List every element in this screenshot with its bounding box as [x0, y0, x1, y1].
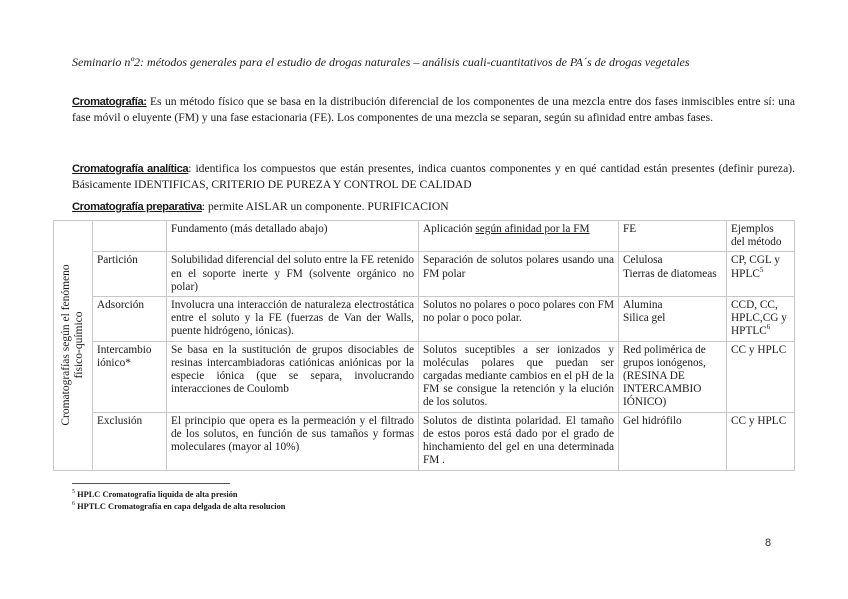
cell-aplicacion: Solutos suceptibles a ser ionizados y moléculas polares que puedan ser cargadas mediante cambios en el pH de la FM se consigue la retención y la elución de los solutos.: [419, 341, 619, 412]
term-cromatografia-preparativa: Cromatografía preparativa: [72, 201, 202, 213]
definition-cromatografia: Es un método físico que se basa en la distribución diferencial de los componentes de una mezcla entre dos fases inmiscibles entre sí: una fase móvil o eluyente (FM) y una fase estacionaria (FE). Los componentes de una mezcla se separan, según su afinidad entre ambas fases.: [72, 95, 795, 125]
definition-cromatografia-preparativa: : permite AISLAR un componente. PURIFICACION: [201, 200, 449, 213]
footnote-separator: [72, 483, 230, 484]
header-aplicacion: Aplicación según afinidad por la FM: [419, 221, 619, 252]
table-row: [54, 412, 795, 470]
table-row: [54, 297, 795, 342]
cell-fe: Red polimérica de grupos ionógenos, (RESINA DE INTERCAMBIO IÓNICO): [619, 341, 727, 412]
cell-fundamento: Se basa en la sustitución de grupos disociables de resinas intercambiadoras catiónicas aniónicas por la especie iónica (que se separa, involucrando interacciones de Coulomb: [167, 341, 419, 412]
page-number: 8: [765, 537, 772, 549]
definition-cromatografia-analitica: : identifica los compuestos que están presentes, indica cuantos componentes y en qué cantidad están presentes (definir pureza). Básicamente IDENTIFICAS, CRITERIO DE PUREZA Y CONTROL DE CALIDAD: [72, 162, 795, 192]
cell-tipo: Partición: [93, 252, 167, 297]
paragraph-cromatografia: [72, 94, 795, 126]
paragraph-cromatografia-analitica: [72, 161, 795, 193]
chromatography-table: [53, 220, 795, 471]
page-header: Seminario nº2: métodos generales para el estudio de drogas naturales – análisis cuali-cuantitativos de PA´s de drogas vegetales: [72, 55, 690, 69]
paragraph-cromatografia-preparativa: [72, 199, 795, 215]
cell-aplicacion: Solutos no polares o poco polares con FM no polar o poco polar.: [419, 297, 619, 342]
footnote-6: $^6$ HPTLC Cromatografía en capa delgada de alta resolucion: [72, 501, 286, 511]
cell-fe: Celulosa Tierras de diatomeas: [619, 252, 727, 297]
cell-aplicacion: Separación de solutos polares usando una FM polar: [419, 252, 619, 297]
term-cromatografia: Cromatografía:: [72, 96, 147, 108]
table-header-row: [54, 221, 795, 252]
cell-aplicacion: Solutos de distinta polaridad. El tamaño de estos poros está dado por el grado de hinchamiento del gel en una determinada FM .: [419, 412, 619, 470]
footnote-5: $^5$ HPLC Cromatografía liquida de alta presión: [72, 489, 238, 499]
side-label: Cromatografías según el fenómeno físico-químico: [60, 264, 85, 426]
term-cromatografia-analitica: Cromatografía analítica: [72, 163, 189, 175]
header-empty-cell: [93, 221, 167, 252]
header-fe: FE: [619, 221, 727, 252]
header-fundamento: Fundamento (más detallado abajo): [167, 221, 419, 252]
table-row: [54, 341, 795, 412]
cell-tipo: Intercambio iónico*: [93, 341, 167, 412]
cell-fundamento: Solubilidad diferencial del soluto entre la FE retenido en el soporte inerte y FM (solvente orgánico no polar): [167, 252, 419, 297]
cell-ejemplos: CP, CGL y HPLC$^5$: [727, 252, 795, 297]
header-ejemplos: Ejemplos del método: [727, 221, 795, 252]
side-label-cell: [54, 221, 93, 471]
cell-fe: Gel hidrófilo: [619, 412, 727, 470]
cell-tipo: Exclusión: [93, 412, 167, 470]
table-row: [54, 252, 795, 297]
cell-tipo: Adsorción: [93, 297, 167, 342]
cell-ejemplos: CC y HPLC: [727, 412, 795, 470]
cell-ejemplos: CC y HPLC: [727, 341, 795, 412]
cell-fundamento: Involucra una interacción de naturaleza electrostática entre el soluto y la FE (fuerzas de Van der Walls, puente hidrógeno, iónicas).: [167, 297, 419, 342]
cell-fe: Alumina Silica gel: [619, 297, 727, 342]
cell-fundamento: El principio que opera es la permeación y el filtrado de los solutos, en función de sus tamaños y formas moleculares (mayor al 10%): [167, 412, 419, 470]
cell-ejemplos: CCD, CC, HPLC,CG y HPTLC$^6$: [727, 297, 795, 342]
